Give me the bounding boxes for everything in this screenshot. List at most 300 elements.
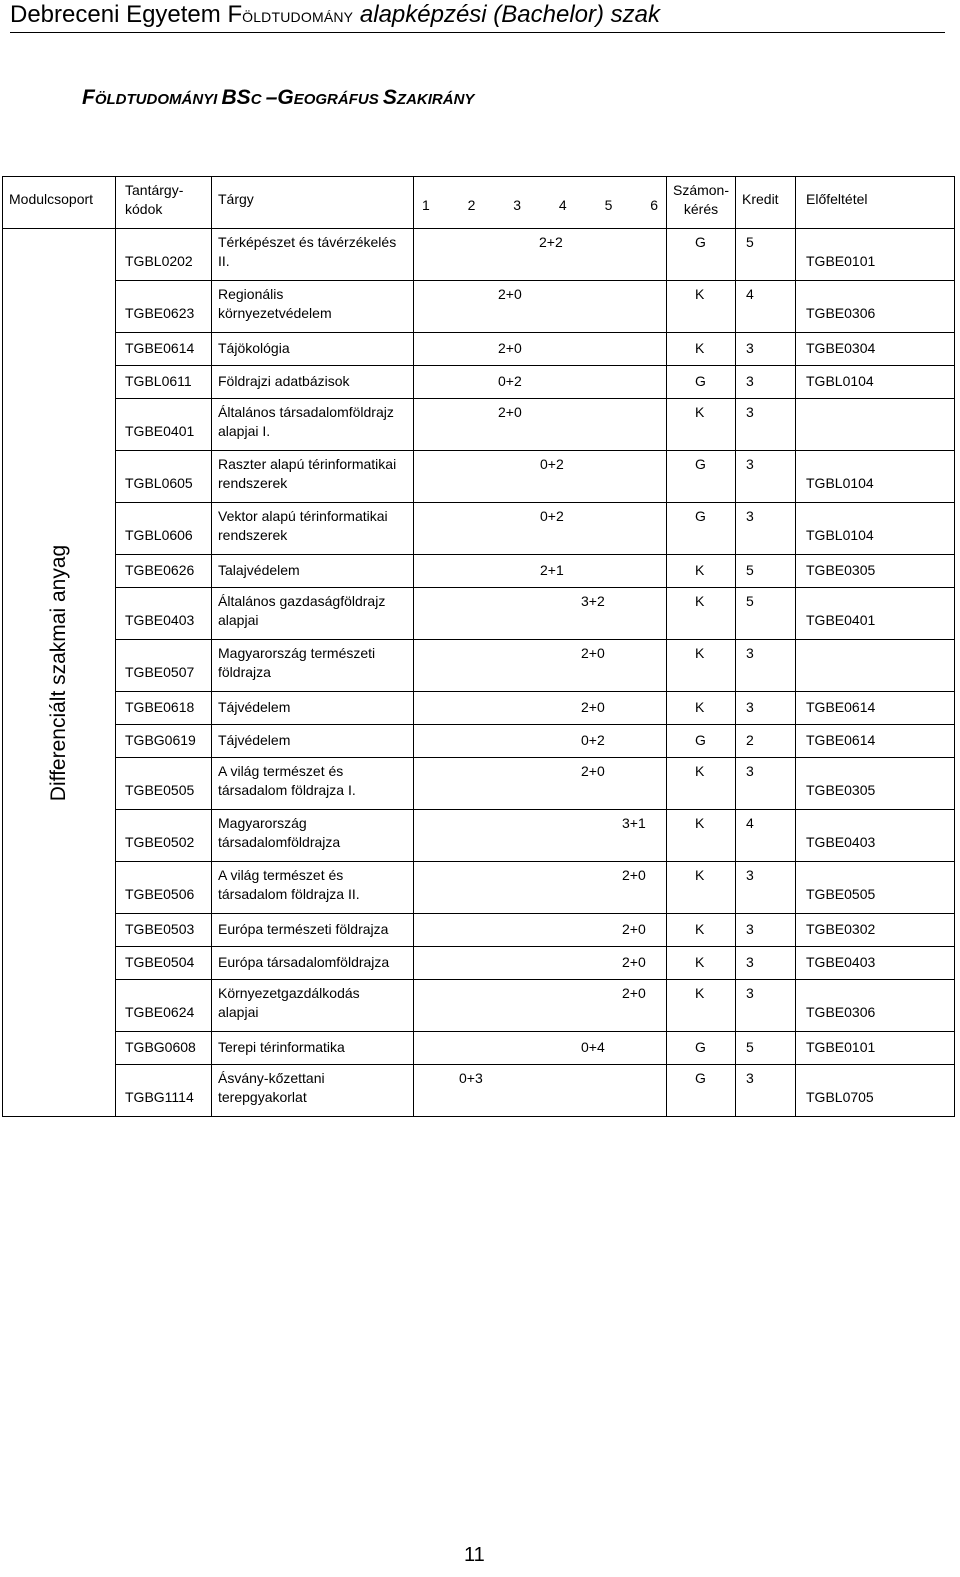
exam-type: K [695, 645, 705, 661]
table-row [3, 281, 955, 333]
credit-cell [736, 281, 796, 333]
subject-cell [212, 333, 414, 366]
course-name: Környezetgazdálkodás [218, 985, 360, 1001]
course-code: TGBE0505 [125, 782, 195, 798]
course-name-line2: társadalom földrajza I. [218, 782, 356, 798]
prerequisite-code: TGBE0614 [806, 732, 876, 748]
prereq-cell [796, 810, 955, 862]
exam-cell [667, 947, 736, 980]
subject-cell [212, 555, 414, 588]
prerequisite-code: TGBE0305 [806, 562, 876, 578]
semester-cell [414, 229, 667, 281]
course-name: Tájökológia [218, 340, 290, 356]
credit-value: 3 [746, 340, 754, 356]
semester-cell [414, 399, 667, 451]
course-code: TGBE0624 [125, 1004, 195, 1020]
exam-cell [667, 333, 736, 366]
course-name: Vektor alapú térinformatikai [218, 508, 388, 524]
prerequisite-code: TGBL0104 [806, 373, 874, 389]
weekly-hours: 2+0 [622, 954, 646, 970]
credit-cell [736, 640, 796, 692]
exam-type: K [695, 815, 705, 831]
course-code: TGBE0507 [125, 664, 195, 680]
course-name-line2: rendszerek [218, 527, 288, 543]
exam-cell [667, 758, 736, 810]
prerequisite-code: TGBE0401 [806, 612, 876, 628]
credit-value: 3 [746, 985, 754, 1001]
exam-type: K [695, 286, 705, 302]
program-title [82, 86, 474, 110]
exam-type: K [695, 699, 705, 715]
credit-cell [736, 692, 796, 725]
exam-type: G [695, 234, 706, 250]
subject-cell [212, 281, 414, 333]
weekly-hours: 2+0 [622, 921, 646, 937]
credit-cell [736, 980, 796, 1032]
subject-cell [212, 640, 414, 692]
code-cell [116, 451, 212, 503]
table-row [3, 862, 955, 914]
course-name: Ásvány-kőzettani [218, 1070, 325, 1086]
credit-cell [736, 1032, 796, 1065]
header-title-part1: Debreceni Egyetem F [10, 1, 243, 28]
course-code: TGBE0403 [125, 612, 195, 628]
semester-cell [414, 758, 667, 810]
subtitle-part-f: EOGRÁFUS [293, 91, 383, 108]
prereq-cell [796, 758, 955, 810]
subject-cell [212, 1065, 414, 1117]
prereq-cell [796, 588, 955, 640]
table-row [3, 725, 955, 758]
semester-cell [414, 281, 667, 333]
code-cell [116, 692, 212, 725]
course-name: Regionális [218, 286, 284, 302]
credit-value: 3 [746, 921, 754, 937]
credit-value: 3 [746, 1070, 754, 1086]
subject-cell [212, 1032, 414, 1065]
code-cell [116, 947, 212, 980]
table-row [3, 810, 955, 862]
subject-cell [212, 503, 414, 555]
table-row [3, 333, 955, 366]
header-semesters [414, 177, 667, 229]
exam-cell [667, 503, 736, 555]
code-cell [116, 399, 212, 451]
course-name: A világ természet és [218, 763, 344, 779]
exam-type: G [695, 732, 706, 748]
subject-cell [212, 758, 414, 810]
table-header-row [3, 177, 955, 229]
course-name: Tájvédelem [218, 699, 291, 715]
code-cell [116, 366, 212, 399]
course-name: Térképészet és távérzékelés [218, 234, 397, 250]
course-name: Magyarország [218, 815, 307, 831]
exam-type: G [695, 373, 706, 389]
weekly-hours: 2+0 [581, 645, 605, 661]
exam-type: G [695, 1039, 706, 1055]
credit-value: 4 [746, 286, 754, 302]
semester-cell [414, 947, 667, 980]
credit-cell [736, 862, 796, 914]
semester-cell [414, 692, 667, 725]
weekly-hours: 3+2 [581, 593, 605, 609]
credit-value: 3 [746, 373, 754, 389]
exam-type: K [695, 340, 705, 356]
table-row [3, 555, 955, 588]
subtitle-part-h: ZAKIRÁNY [396, 91, 475, 108]
semester-cell [414, 366, 667, 399]
prereq-cell [796, 725, 955, 758]
credit-value: 5 [746, 593, 754, 609]
exam-cell [667, 451, 736, 503]
credit-cell [736, 947, 796, 980]
subject-cell [212, 810, 414, 862]
semester-cell [414, 555, 667, 588]
prerequisite-code: TGBL0104 [806, 475, 874, 491]
prereq-cell [796, 503, 955, 555]
subject-cell [212, 862, 414, 914]
prerequisite-code: TGBL0705 [806, 1089, 874, 1105]
semester-cell [414, 980, 667, 1032]
weekly-hours: 0+4 [581, 1039, 605, 1055]
subtitle-part-d: C [250, 91, 266, 108]
credit-value: 3 [746, 456, 754, 472]
header-subject: Tárgy [212, 177, 414, 229]
semester-cell [414, 725, 667, 758]
subject-cell [212, 914, 414, 947]
course-code: TGBE0626 [125, 562, 195, 578]
code-cell [116, 588, 212, 640]
header-codes: Tantárgy- kódok [116, 177, 212, 229]
exam-cell [667, 810, 736, 862]
credit-cell [736, 725, 796, 758]
course-name: Talajvédelem [218, 562, 300, 578]
exam-cell [667, 366, 736, 399]
semester-cell [414, 862, 667, 914]
subject-cell [212, 980, 414, 1032]
credit-value: 3 [746, 645, 754, 661]
weekly-hours: 2+2 [539, 234, 563, 250]
credit-value: 3 [746, 954, 754, 970]
weekly-hours: 0+2 [581, 732, 605, 748]
exam-type: K [695, 954, 705, 970]
exam-type: K [695, 867, 705, 883]
prerequisite-code: TGBE0305 [806, 782, 876, 798]
semester-header-2: 2 [467, 197, 476, 213]
credit-cell [736, 758, 796, 810]
page-number: 11 [464, 1544, 485, 1566]
course-name-line2: terepgyakorlat [218, 1089, 307, 1105]
weekly-hours: 2+0 [581, 699, 605, 715]
table-row [3, 588, 955, 640]
exam-cell [667, 640, 736, 692]
table-row [3, 640, 955, 692]
course-code: TGBL0606 [125, 527, 193, 543]
code-cell [116, 862, 212, 914]
code-cell [116, 333, 212, 366]
semester-cell [414, 333, 667, 366]
exam-cell [667, 1065, 736, 1117]
weekly-hours: 2+0 [622, 985, 646, 1001]
exam-type: K [695, 593, 705, 609]
subject-cell [212, 947, 414, 980]
subject-cell [212, 366, 414, 399]
weekly-hours: 0+2 [540, 456, 564, 472]
weekly-hours: 0+2 [540, 508, 564, 524]
course-code: TGBE0504 [125, 954, 195, 970]
course-name-line2: környezetvédelem [218, 305, 332, 321]
exam-cell [667, 229, 736, 281]
table-row [3, 229, 955, 281]
table-row [3, 692, 955, 725]
page-header [10, 0, 945, 33]
course-name: Földrajzi adatbázisok [218, 373, 350, 389]
table-row [3, 1065, 955, 1117]
module-group-cell [3, 229, 116, 1117]
code-cell [116, 1065, 212, 1117]
semester-header-4: 4 [558, 197, 567, 213]
exam-cell [667, 980, 736, 1032]
subject-cell [212, 725, 414, 758]
subject-cell [212, 399, 414, 451]
prereq-cell [796, 229, 955, 281]
exam-cell [667, 725, 736, 758]
credit-cell [736, 399, 796, 451]
table-row [3, 758, 955, 810]
course-code: TGBL0605 [125, 475, 193, 491]
subtitle-part-a: F [82, 86, 95, 109]
prerequisite-code: TGBL0104 [806, 527, 874, 543]
code-cell [116, 640, 212, 692]
prereq-cell [796, 914, 955, 947]
header-module-group: Modulcsoport [3, 177, 116, 229]
header-title-part3: alapképzési (Bachelor) szak [353, 1, 661, 28]
prereq-cell [796, 366, 955, 399]
course-name-line2: társadalom földrajza II. [218, 886, 360, 902]
prerequisite-code: TGBE0306 [806, 1004, 876, 1020]
course-name: Terepi térinformatika [218, 1039, 345, 1055]
header-title [10, 0, 660, 32]
course-name-line2: rendszerek [218, 475, 288, 491]
credit-cell [736, 555, 796, 588]
subject-cell [212, 588, 414, 640]
credit-value: 3 [746, 699, 754, 715]
header-title-part2: ÖLDTUDOMÁNY [242, 9, 354, 25]
exam-cell [667, 555, 736, 588]
code-cell [116, 555, 212, 588]
course-code: TGBG1114 [125, 1089, 194, 1105]
header-prereq: Előfeltétel [796, 177, 955, 229]
exam-type: K [695, 763, 705, 779]
semester-header-6: 6 [650, 197, 658, 213]
credit-value: 4 [746, 815, 754, 831]
semester-cell [414, 640, 667, 692]
prereq-cell [796, 947, 955, 980]
course-name: Európa természeti földrajza [218, 921, 389, 937]
module-group-label: Differenciált szakmai anyag [47, 544, 70, 801]
prerequisite-code: TGBE0304 [806, 340, 876, 356]
course-name-line2: földrajza [218, 664, 271, 680]
credit-cell [736, 588, 796, 640]
credit-cell [736, 503, 796, 555]
exam-cell [667, 399, 736, 451]
prerequisite-code: TGBE0101 [806, 1039, 876, 1055]
subject-cell [212, 451, 414, 503]
semester-cell [414, 1065, 667, 1117]
prereq-cell [796, 1032, 955, 1065]
semester-header-3: 3 [513, 197, 522, 213]
code-cell [116, 503, 212, 555]
course-name: Magyarország természeti [218, 645, 376, 661]
course-code: TGBG0608 [125, 1039, 196, 1055]
subtitle-part-c: BS [221, 86, 251, 109]
prereq-cell [796, 555, 955, 588]
course-name: Raszter alapú térinformatikai [218, 456, 397, 472]
prereq-cell [796, 333, 955, 366]
weekly-hours: 2+1 [540, 562, 564, 578]
code-cell [116, 229, 212, 281]
prerequisite-code: TGBE0403 [806, 954, 876, 970]
table-row [3, 947, 955, 980]
course-code: TGBG0619 [125, 732, 196, 748]
code-cell [116, 914, 212, 947]
code-cell [116, 810, 212, 862]
weekly-hours: 3+1 [622, 815, 646, 831]
course-code: TGBE0618 [125, 699, 195, 715]
course-code: TGBE0401 [125, 423, 195, 439]
semester-cell [414, 810, 667, 862]
table-row [3, 451, 955, 503]
prereq-cell [796, 281, 955, 333]
prereq-cell [796, 399, 955, 451]
credit-value: 5 [746, 1039, 754, 1055]
credit-value: 3 [746, 508, 754, 524]
code-cell [116, 725, 212, 758]
table-row [3, 399, 955, 451]
credit-cell [736, 366, 796, 399]
credit-value: 3 [746, 404, 754, 420]
table-row [3, 366, 955, 399]
prereq-cell [796, 692, 955, 725]
prereq-cell [796, 862, 955, 914]
weekly-hours: 2+0 [498, 340, 522, 356]
weekly-hours: 0+2 [498, 373, 522, 389]
course-name: Általános gazdaságföldrajz [218, 593, 386, 609]
exam-cell [667, 862, 736, 914]
credit-cell [736, 451, 796, 503]
prerequisite-code: TGBE0306 [806, 305, 876, 321]
exam-cell [667, 914, 736, 947]
prerequisite-code: TGBE0505 [806, 886, 876, 902]
credit-cell [736, 229, 796, 281]
course-name-line2: alapjai I. [218, 423, 271, 439]
weekly-hours: 0+3 [459, 1070, 483, 1086]
exam-cell [667, 588, 736, 640]
subtitle-part-b: ÖLDTUDOMÁNYI [94, 91, 222, 108]
exam-cell [667, 692, 736, 725]
semester-cell [414, 1032, 667, 1065]
code-cell [116, 281, 212, 333]
exam-type: K [695, 562, 705, 578]
prereq-cell [796, 1065, 955, 1117]
exam-type: G [695, 508, 706, 524]
semester-header-5: 5 [604, 197, 613, 213]
code-cell [116, 980, 212, 1032]
weekly-hours: 2+0 [581, 763, 605, 779]
table-row [3, 1032, 955, 1065]
header-credit: Kredit [736, 177, 796, 229]
exam-type: K [695, 404, 705, 420]
course-name-line2: alapjai [218, 1004, 259, 1020]
semester-cell [414, 914, 667, 947]
table-row [3, 980, 955, 1032]
weekly-hours: 2+0 [498, 286, 522, 302]
course-name: A világ természet és [218, 867, 344, 883]
prerequisite-code: TGBE0101 [806, 253, 876, 269]
prerequisite-code: TGBE0302 [806, 921, 876, 937]
subject-cell [212, 692, 414, 725]
exam-type: G [695, 1070, 706, 1086]
weekly-hours: 2+0 [498, 404, 522, 420]
course-code: TGBE0614 [125, 340, 195, 356]
course-name: Európa társadalomföldrajza [218, 954, 390, 970]
semester-cell [414, 451, 667, 503]
credit-value: 5 [746, 234, 754, 250]
credit-value: 5 [746, 562, 754, 578]
curriculum-table [2, 176, 955, 1117]
prereq-cell [796, 980, 955, 1032]
table-row [3, 914, 955, 947]
exam-cell [667, 281, 736, 333]
semester-cell [414, 503, 667, 555]
course-code: TGBE0503 [125, 921, 195, 937]
exam-cell [667, 1032, 736, 1065]
course-code: TGBE0506 [125, 886, 195, 902]
course-code: TGBL0202 [125, 253, 193, 269]
weekly-hours: 2+0 [622, 867, 646, 883]
course-code: TGBL0611 [125, 373, 192, 389]
prereq-cell [796, 640, 955, 692]
credit-value: 3 [746, 867, 754, 883]
subtitle-part-e: –G [265, 86, 294, 109]
subtitle-part-g: S [382, 86, 397, 109]
credit-value: 3 [746, 763, 754, 779]
prerequisite-code: TGBE0614 [806, 699, 876, 715]
prereq-cell [796, 451, 955, 503]
course-code: TGBE0502 [125, 834, 195, 850]
prerequisite-code: TGBE0403 [806, 834, 876, 850]
subject-cell [212, 229, 414, 281]
course-name: Tájvédelem [218, 732, 291, 748]
credit-cell [736, 810, 796, 862]
credit-cell [736, 1065, 796, 1117]
credit-value: 2 [746, 732, 754, 748]
code-cell [116, 758, 212, 810]
table-row [3, 503, 955, 555]
semester-cell [414, 588, 667, 640]
exam-type: K [695, 985, 705, 1001]
course-name-line2: alapjai [218, 612, 259, 628]
course-name: Általános társadalomföldrajz [218, 404, 394, 420]
course-code: TGBE0623 [125, 305, 195, 321]
exam-type: G [695, 456, 706, 472]
credit-cell [736, 333, 796, 366]
credit-cell [736, 914, 796, 947]
course-name-line2: társadalomföldrajza [218, 834, 341, 850]
code-cell [116, 1032, 212, 1065]
semester-header-1: 1 [422, 197, 430, 213]
exam-type: K [695, 921, 705, 937]
